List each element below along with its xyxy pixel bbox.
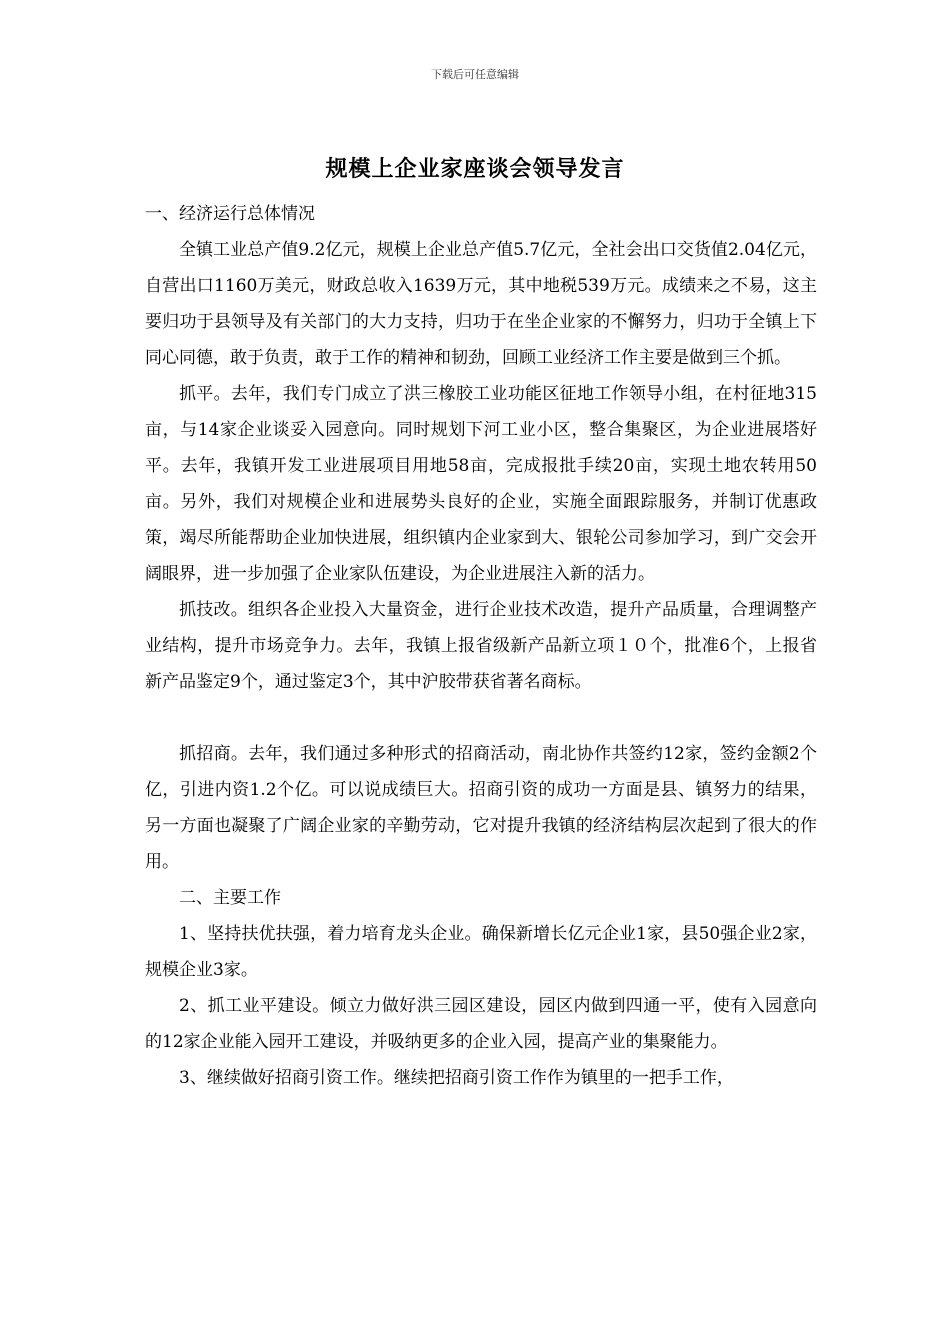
paragraph-task-3: 3、继续做好招商引资工作。继续把招商引资工作作为镇里的一把手工作，: [179, 1068, 734, 1088]
header-note: 下载后可任意编辑: [431, 68, 519, 81]
paragraph-overview: 全镇工业总产值9.2亿元，规模上企业总产值5.7亿元，全社会出口交货值2.04亿元，自营出口1160万美元，财政总收入1639万元，其中地税539万元。成绩来之不易，这主要归功于县领导及有关部门的大力支持，归功于在坐企业家的不懈努力，归功于全镇上下同心同德，敢于负责，敢于工作的精神和韧劲，回顾工业经济工作主要是做到三个抓。: [145, 240, 817, 368]
paragraph-tech-upgrade: 抓技改。组织各企业投入大量资金，进行企业技术改造，提升产品质量，合理调整产业结构，提升市场竞争力。去年，我镇上报省级新产品新立项１０个，批准6个，上报省新产品鉴定9个，通过鉴定3个，其中沪胶带获省著名商标。: [145, 600, 817, 692]
section-heading-2: 二、主要工作: [179, 888, 281, 908]
document-title: 规模上企业家座谈会领导发言: [325, 156, 625, 182]
blank-line: [145, 700, 817, 736]
paragraph-investment: 抓招商。去年，我们通过多种形式的招商活动，南北协作共签约12家，签约金额2个亿，引进内资1.2个亿。可以说成绩巨大。招商引资的成功一方面是县、镇努力的结果，另一方面也凝聚了广阔企业家的辛勤劳动，它对提升我镇的经济结构层次起到了很大的作用。: [145, 744, 817, 872]
paragraph-task-2: 2、抓工业平建设。倾立力做好洪三园区建设，园区内做到四通一平，使有入园意向的12家企业能入园开工建设，并吸纳更多的企业入园，提高产业的集聚能力。: [145, 996, 817, 1052]
paragraph-land: 抓平。去年，我们专门成立了洪三橡胶工业功能区征地工作领导小组，在村征地315亩，与14家企业谈妥入园意向。同时规划下河工业小区，整合集聚区，为企业进展塔好平。去年，我镇开发工业进展项目用地58亩，完成报批手续20亩，实现土地农转用50亩。另外，我们对规模企业和进展势头良好的企业，实施全面跟踪服务，并制订优惠政策，竭尽所能帮助企业加快进展，组织镇内企业家到大、银轮公司参加学习，到广交会开阔眼界，进一步加强了企业家队伍建设，为企业进展注入新的活力。: [145, 384, 817, 584]
section-heading-1: 一、经济运行总体情况: [145, 204, 315, 224]
paragraph-task-1: 1、坚持扶优扶强，着力培育龙头企业。确保新增长亿元企业1家，县50强企业2家，规模企业3家。: [145, 924, 817, 980]
document-body: [145, 196, 817, 1096]
